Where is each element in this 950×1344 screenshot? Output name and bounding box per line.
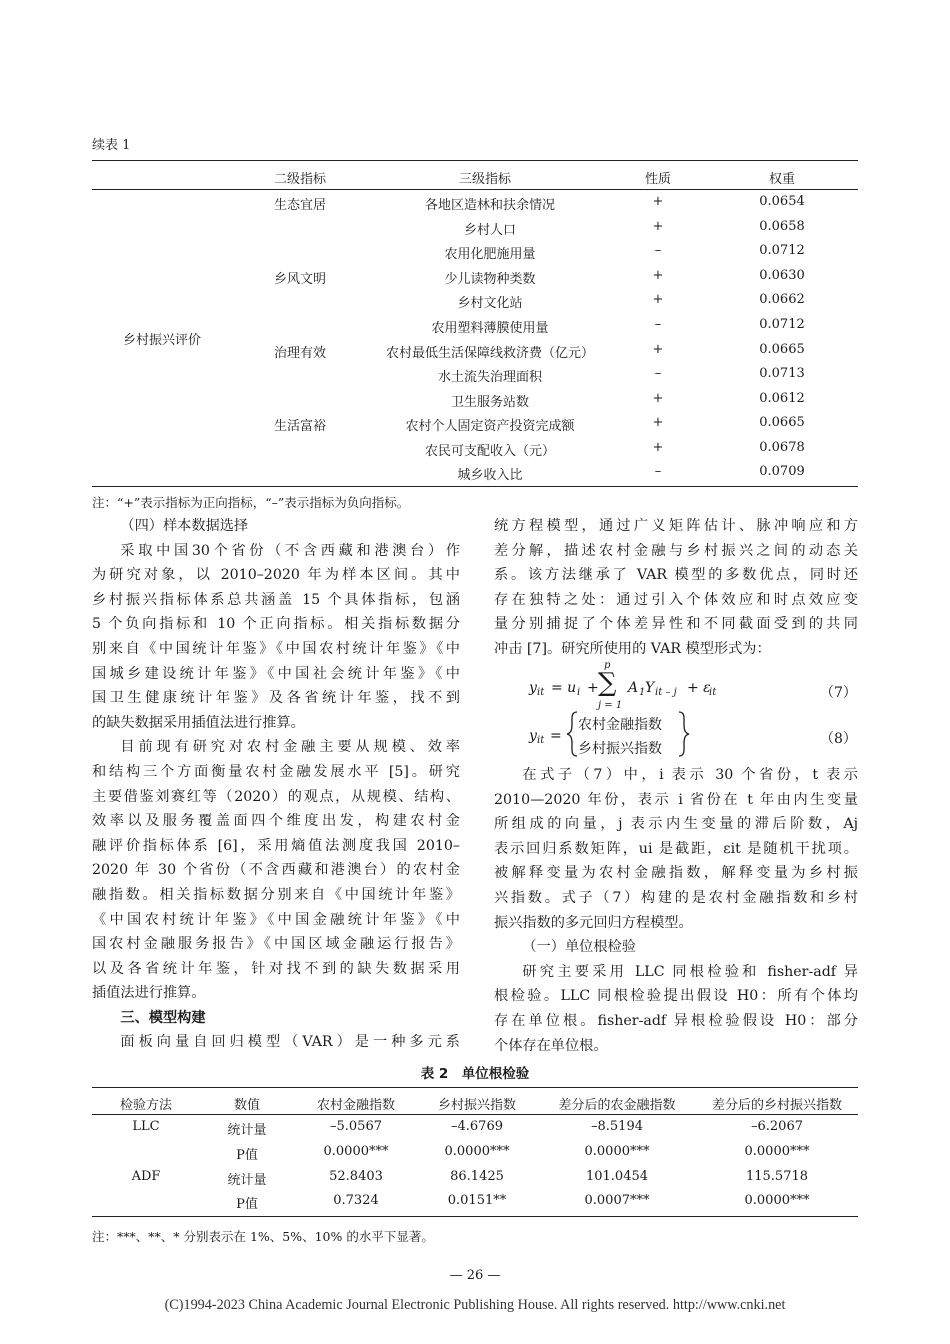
- table1-sign: +: [652, 391, 664, 406]
- paragraph-line: 国农村金融服务报告》《中国区域金融运行报告》: [92, 936, 460, 953]
- paragraph-line: 在式子（7）中，i 表示 30 个省份，t 表示: [522, 767, 858, 783]
- table1-sign: +: [652, 342, 664, 357]
- table1-sign: –: [654, 464, 662, 479]
- table2-value: –5.0567: [330, 1119, 382, 1134]
- table1-group-name: 生活富裕: [273, 419, 327, 434]
- table1-note: 注：“+”表示指标为正向指标，“–”表示指标为负向指标。: [92, 495, 410, 510]
- table1-weight: 0.0654: [759, 194, 805, 209]
- eq7-sum-bottom: j = 1: [598, 700, 623, 711]
- table2-value: 0.0007***: [584, 1193, 650, 1208]
- table1-indicator: 农用化肥施用量: [444, 247, 536, 262]
- paragraph-line: 《中国农村统计年鉴》《中国金融统计年鉴》《中: [92, 911, 460, 928]
- table1-indicator: 农用塑料薄膜使用量: [431, 321, 549, 336]
- table2-value: 52.8403: [329, 1169, 383, 1184]
- eq7-sum-top: p: [604, 660, 611, 671]
- table1-weight: 0.0662: [759, 292, 805, 307]
- eq8-number: （8）: [820, 731, 857, 747]
- left-column: [92, 514, 460, 1055]
- right-brace-icon: [676, 710, 692, 758]
- table1-sign: +: [652, 194, 664, 209]
- table1-indicator: 乡村人口: [463, 223, 517, 238]
- table2-header-method: 检验方法: [119, 1098, 173, 1113]
- table1-weight: 0.0712: [759, 243, 805, 258]
- table1-weight: 0.0665: [759, 415, 805, 430]
- table1-weight: 0.0712: [759, 317, 805, 332]
- eq7-eq: = u: [551, 680, 577, 696]
- table1-indicator: 少儿读物种类数: [444, 272, 536, 287]
- table2-value: –8.5194: [591, 1119, 643, 1134]
- paragraph-line: 统方程模型，通过广义矩阵估计、脉冲响应和方: [494, 518, 858, 534]
- paragraph-line: 为研究对象，以 2010–2020 年为样本区间。其中: [92, 567, 460, 584]
- paragraph-line: 乡村振兴指标体系总共涵盖 15 个具体指标，包涵: [92, 591, 460, 608]
- paragraph-line: 主要借鉴刘赛红等（2020）的观点，从规模、结构、: [92, 788, 460, 805]
- table1-header-level3: 三级指标: [458, 172, 512, 187]
- paragraph-line: 系。该方法继承了 VAR 模型的多数优点，同时还: [494, 567, 858, 584]
- table1-first-level: 乡村振兴评价: [122, 333, 202, 348]
- paragraph-line: 2020 年 30 个省份（不含西藏和港澳台）的农村金: [92, 862, 460, 879]
- paragraph-line: 所组成的向量，j 表示内生变量的滞后阶数，Aj: [494, 816, 858, 833]
- paragraph-line: 目前现有研究对农村金融主要从规模、效率: [120, 739, 460, 756]
- table1-sign: –: [654, 317, 662, 332]
- table1-weight: 0.0678: [759, 440, 805, 455]
- table2-stat-label: 统计量: [227, 1173, 267, 1188]
- table1-sign: –: [654, 243, 662, 258]
- table1-sign: +: [652, 415, 664, 430]
- paragraph-line: 面板向量自回归模型（VAR）是一种多元系: [120, 1034, 460, 1051]
- eq8-lhs-sub: it: [537, 735, 545, 746]
- table1-header-rule: [92, 189, 858, 190]
- section-heading-unit-root: （一）单位根检验: [522, 939, 636, 956]
- paragraph-line: 被解释变量为农村金融指数，解释变量为乡村振: [494, 865, 858, 882]
- table1-sign: +: [652, 440, 664, 455]
- paragraph-line: 振兴指数的多元回归方程模型。: [494, 914, 693, 931]
- paragraph-line: 国卫生健康统计年鉴》及各省统计年鉴，找不到: [92, 690, 460, 707]
- table1-indicator: 水土流失治理面积: [437, 370, 543, 385]
- right-column-bottom: [494, 763, 858, 1058]
- table1-group-name: 治理有效: [273, 346, 327, 361]
- table1-sign: +: [652, 292, 664, 307]
- table1-weight: 0.0709: [759, 464, 805, 479]
- eq7-A: A: [628, 680, 639, 696]
- table1-sign: –: [654, 366, 662, 381]
- table1-header-nature: 性质: [644, 172, 672, 187]
- table1-weight: 0.0612: [759, 391, 805, 406]
- paragraph-line: 个体存在单位根。: [494, 1037, 608, 1054]
- page-number: — 26 —: [449, 1268, 501, 1283]
- table2-value: 0.0151**: [447, 1193, 507, 1208]
- table2-title: 表 2 单位根检验: [420, 1066, 530, 1082]
- paragraph-line: 研究主要采用 LLC 同根检验和 fisher-adf 异: [522, 963, 858, 980]
- table2-stat-label: P值: [236, 1197, 258, 1212]
- paragraph-line: 2010—2020 年份，表示 i 省份在 t 年由内生变量: [494, 791, 858, 808]
- table2-header-rule: [92, 1114, 858, 1115]
- paragraph-line: 根检验。LLC 同根检验提出假设 H0：所有个体均: [494, 988, 858, 1005]
- table1-header-weight: 权重: [768, 172, 796, 187]
- eq7-plus: +: [587, 680, 599, 696]
- eq7-Y-sub: it – j: [655, 687, 677, 698]
- eq8-eq: =: [550, 728, 562, 744]
- table1-sign: +: [652, 268, 664, 283]
- table2-value: 0.0000***: [444, 1144, 510, 1159]
- eq7-number: （7）: [820, 685, 857, 701]
- eq7-sum: ∑: [598, 668, 617, 698]
- table2-value: 0.0000***: [744, 1193, 810, 1208]
- paragraph-line: 融指数。相关指标数据分别来自《中国统计年鉴》: [92, 886, 460, 903]
- table2-value: –6.2067: [751, 1119, 803, 1134]
- paragraph-line: 国城乡建设统计年鉴》《中国社会统计年鉴》《中: [92, 665, 460, 682]
- table2-stat-label: 统计量: [227, 1123, 267, 1138]
- table1-indicator: 农民可支配收入（元）: [424, 444, 556, 459]
- table1-indicator: 农村个人固定资产投资完成额: [405, 419, 575, 434]
- paragraph-line: 5 个负向指标和 10 个正向指标。相关指标数据分: [92, 616, 460, 633]
- paragraph-line: 以及各省统计年鉴，针对找不到的缺失数据采用: [92, 960, 460, 977]
- table1-indicator: 卫生服务站数: [450, 395, 530, 410]
- table2-header-col4: 差分后的乡村振兴指数: [711, 1098, 843, 1113]
- table1-group-name: 乡风文明: [273, 272, 327, 287]
- table1-weight: 0.0658: [759, 219, 805, 234]
- table1-indicator: 各地区造林和扶余情况: [424, 198, 556, 213]
- table2-value: 0.7324: [333, 1193, 379, 1208]
- eq8-top: 农村金融指数: [578, 717, 662, 733]
- paragraph-line: 和结构三个方面衡量农村金融发展水平 [5]。研究: [92, 763, 460, 780]
- table2-header-col1: 农村金融指数: [316, 1098, 396, 1113]
- table1-top-rule: [92, 160, 858, 161]
- table2-stat-label: P值: [236, 1148, 258, 1163]
- table1-indicator: 乡村文化站: [457, 296, 523, 311]
- table1-group-name: 生态宜居: [273, 198, 327, 213]
- eq7-epsilon: + ε: [687, 680, 711, 696]
- table2-value: 115.5718: [745, 1169, 809, 1184]
- eq7-lhs-sub: it: [537, 687, 545, 698]
- table1-weight: 0.0713: [759, 366, 805, 381]
- eq7-lhs: y: [529, 680, 537, 696]
- paragraph-line: 差分解，描述农村金融与乡村振兴之间的动态关: [494, 542, 858, 559]
- table2-note: 注：***、**、* 分别表示在 1%、5%、10% 的水平下显著。: [92, 1229, 434, 1244]
- table1-caption: 续表 1: [92, 138, 131, 153]
- table2-method-adf: ADF: [131, 1169, 161, 1184]
- table2-header-col2: 乡村振兴指数: [437, 1098, 517, 1113]
- table1-weight: 0.0665: [759, 342, 805, 357]
- paragraph-line: 的缺失数据采用插值法进行推算。: [92, 714, 305, 731]
- table2-top-rule: [92, 1087, 858, 1088]
- section-heading-sample: （四）样本数据选择: [120, 518, 249, 534]
- paragraph-line: 融评价指标体系 [6]，采用熵值法测度我国 2010–: [92, 837, 460, 854]
- table2-header-value: 数值: [233, 1098, 261, 1113]
- paragraph-line: 冲击 [7]。研究所使用的 VAR 模型形式为：: [494, 640, 771, 657]
- paragraph-line: 别来自《中国统计年鉴》《中国农村统计年鉴》《中: [92, 640, 460, 657]
- eq7-Y: Y: [645, 680, 655, 696]
- paragraph-line: 存在独特之处：通过引入个体效应和时点效应变: [494, 591, 858, 608]
- table2-value: 0.0000***: [584, 1144, 650, 1159]
- paragraph-line: 兴指数。式子（7）构建的是农村金融指数和乡村: [494, 889, 858, 906]
- copyright-line: (C)1994-2023 China Academic Journal Electronic Publishing House. All rights reserved. http://www.cnki.net: [164, 1297, 786, 1313]
- paragraph-line: 表示回归系数矩阵，ui 是截距，εit 是随机干扰项。: [494, 840, 858, 857]
- eq8-bottom: 乡村振兴指数: [578, 741, 662, 757]
- eq7-epsilon-sub: it: [709, 687, 717, 698]
- eq7-A-sub: 1: [639, 687, 646, 698]
- section-heading-model: 三、模型构建: [120, 1009, 206, 1026]
- paragraph-line: 插值法进行推算。: [92, 985, 206, 1002]
- eq7-u-sub: i: [577, 687, 581, 698]
- eq8-lhs: y: [529, 728, 537, 744]
- table2-bottom-rule: [92, 1216, 858, 1217]
- paragraph-line: 存在单位根。fisher-adf 异根检验假设 H0：部分: [494, 1012, 858, 1029]
- paragraph-line: 量分别捕捉了个体差异性和不同截面受到的共同: [494, 616, 858, 633]
- table1-weight: 0.0630: [759, 268, 805, 283]
- table1-header-level2: 二级指标: [273, 172, 327, 187]
- table1-sign: +: [652, 219, 664, 234]
- paragraph-line: 效率以及服务覆盖面四个维度出发，构建农村金: [92, 813, 460, 830]
- right-column-top: [494, 514, 858, 662]
- table1-indicator: 农村最低生活保障线救济费（亿元）: [385, 346, 595, 361]
- paragraph-line: 采取中国30个省份（不含西藏和港澳台）作: [120, 542, 460, 559]
- table2-value: –4.6769: [451, 1119, 503, 1134]
- table2-value: 101.0454: [585, 1169, 649, 1184]
- table2-method-llc: LLC: [132, 1119, 160, 1134]
- table1-indicator: 城乡收入比: [457, 468, 523, 483]
- table1-bottom-rule: [92, 486, 858, 487]
- table2-value: 0.0000***: [323, 1144, 389, 1159]
- table2-value: 86.1425: [450, 1169, 504, 1184]
- table2-header-col3: 差分后的农金融指数: [558, 1098, 676, 1113]
- table2-value: 0.0000***: [744, 1144, 810, 1159]
